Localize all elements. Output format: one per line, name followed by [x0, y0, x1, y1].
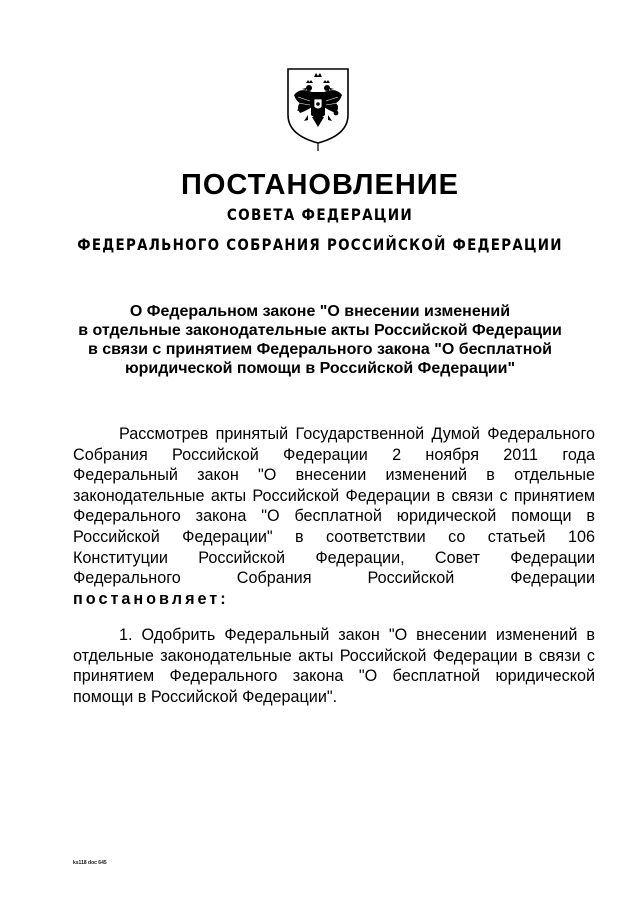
coat-of-arms-emblem [278, 65, 358, 155]
item-line: отдельные законодательные акты Российской Федерации в связи с [73, 646, 595, 665]
preamble-line: Собрания Российской Федерации 2 ноября 2011 года [73, 445, 595, 464]
preamble-line: Рассмотрев принятый Государственной Думой Федерального [119, 425, 595, 443]
item-line: принятием Федерального закона "О бесплатной юридической [73, 667, 595, 686]
document-title: ПОСТАНОВЛЕНИЕ [181, 169, 459, 201]
preamble-line: Конституции Российской Федерации, Совет Федерации [73, 548, 595, 567]
subject-line: в связи с принятием Федерального закона "О бесплатной [87, 341, 553, 358]
preamble-line: Федеральный закон "О внесении изменений в отдельные [73, 466, 595, 485]
double-headed-eagle-icon [278, 65, 358, 155]
preamble-line: Федерального Собрания Российской Федерации [73, 569, 595, 588]
preamble-line: Федерального закона "О бесплатной юридической помощи в [73, 507, 595, 526]
item-line: 1. Одобрить Федеральный закон "О внесении изменений в [119, 626, 595, 644]
issuer-line-1: СОВЕТА ФЕДЕРАЦИИ [226, 205, 414, 224]
preamble-line: Российской Федерации" в соответствии со статьей 106 [73, 527, 595, 546]
item-line: помощи в Российской Федерации". [73, 687, 338, 706]
document-subject [60, 302, 580, 378]
preamble-line: законодательные акты Российской Федерации в связи с принятием [73, 486, 595, 505]
subject-line: юридической помощи в Российской Федерации" [124, 360, 516, 377]
issuer-line-2: ФЕДЕРАЛЬНОГО СОБРАНИЯ РОССИЙСКОЙ ФЕДЕРАЦИИ [77, 235, 563, 254]
footer-document-code: ks118 doc 645 [73, 860, 107, 866]
subject-line: О Федеральном законе "О внесении изменений [129, 303, 511, 320]
preamble-paragraph [73, 424, 595, 609]
item-1-paragraph [73, 625, 595, 707]
resolves-keyword: постановляет: [73, 589, 229, 608]
subject-line: в отдельные законодательные акты Российской Федерации [78, 322, 562, 339]
